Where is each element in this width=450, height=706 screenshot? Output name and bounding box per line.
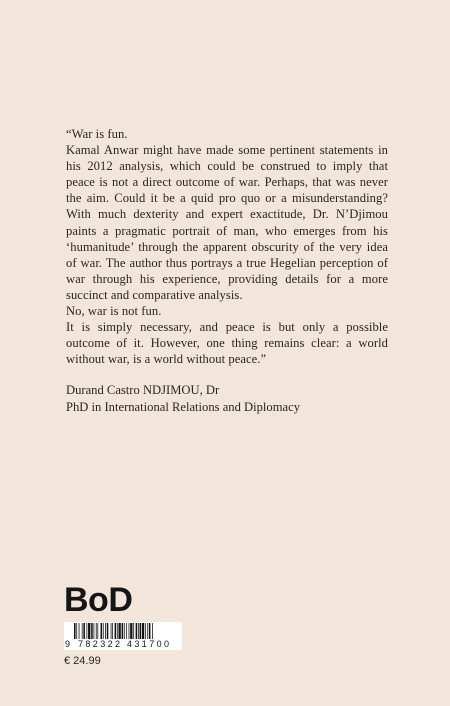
isbn-barcode bbox=[64, 622, 182, 650]
author-credentials: PhD in International Relations and Diplomacy bbox=[66, 399, 300, 414]
blurb-paragraph-2: Kamal Anwar might have made some pertinent statements in his 2012 analysis, which could be construed to imply that peace is not a direct outcome of war. Perhaps, that was never the aim. Could it be a quid pro quo or a misunderstanding? With much dexterity and expert exactitude, Dr. N’Djimou paints a pragmatic portrait of man, who emerges from his ‘humanitude’ through the apparent obscurity of the very idea of war. The author thus portrays a true Hegelian perception of war through his experience, providing details for a more succinct and comparative analysis. bbox=[66, 143, 388, 302]
blurb-paragraph-3: No, war is not fun. bbox=[66, 304, 162, 319]
price-label: € 24.99 bbox=[64, 655, 101, 667]
barcode-digits-right: 431700 bbox=[127, 639, 172, 649]
author-name: Durand Castro NDJIMOU, Dr bbox=[66, 383, 220, 397]
back-cover-blurb bbox=[66, 126, 388, 367]
barcode-digit-first: 9 bbox=[65, 639, 71, 649]
author-signature bbox=[66, 382, 300, 415]
publisher-logo: BoD bbox=[64, 581, 133, 619]
barcode-digits bbox=[64, 639, 182, 650]
blurb-paragraph-4: It is simply necessary, and peace is but only a possible outcome of it. However, one thing remains clear: a world without war, is a world without peace.” bbox=[66, 320, 388, 367]
barcode-digits-left: 782322 bbox=[78, 639, 123, 649]
blurb-paragraph-1: “War is fun. bbox=[66, 127, 128, 141]
